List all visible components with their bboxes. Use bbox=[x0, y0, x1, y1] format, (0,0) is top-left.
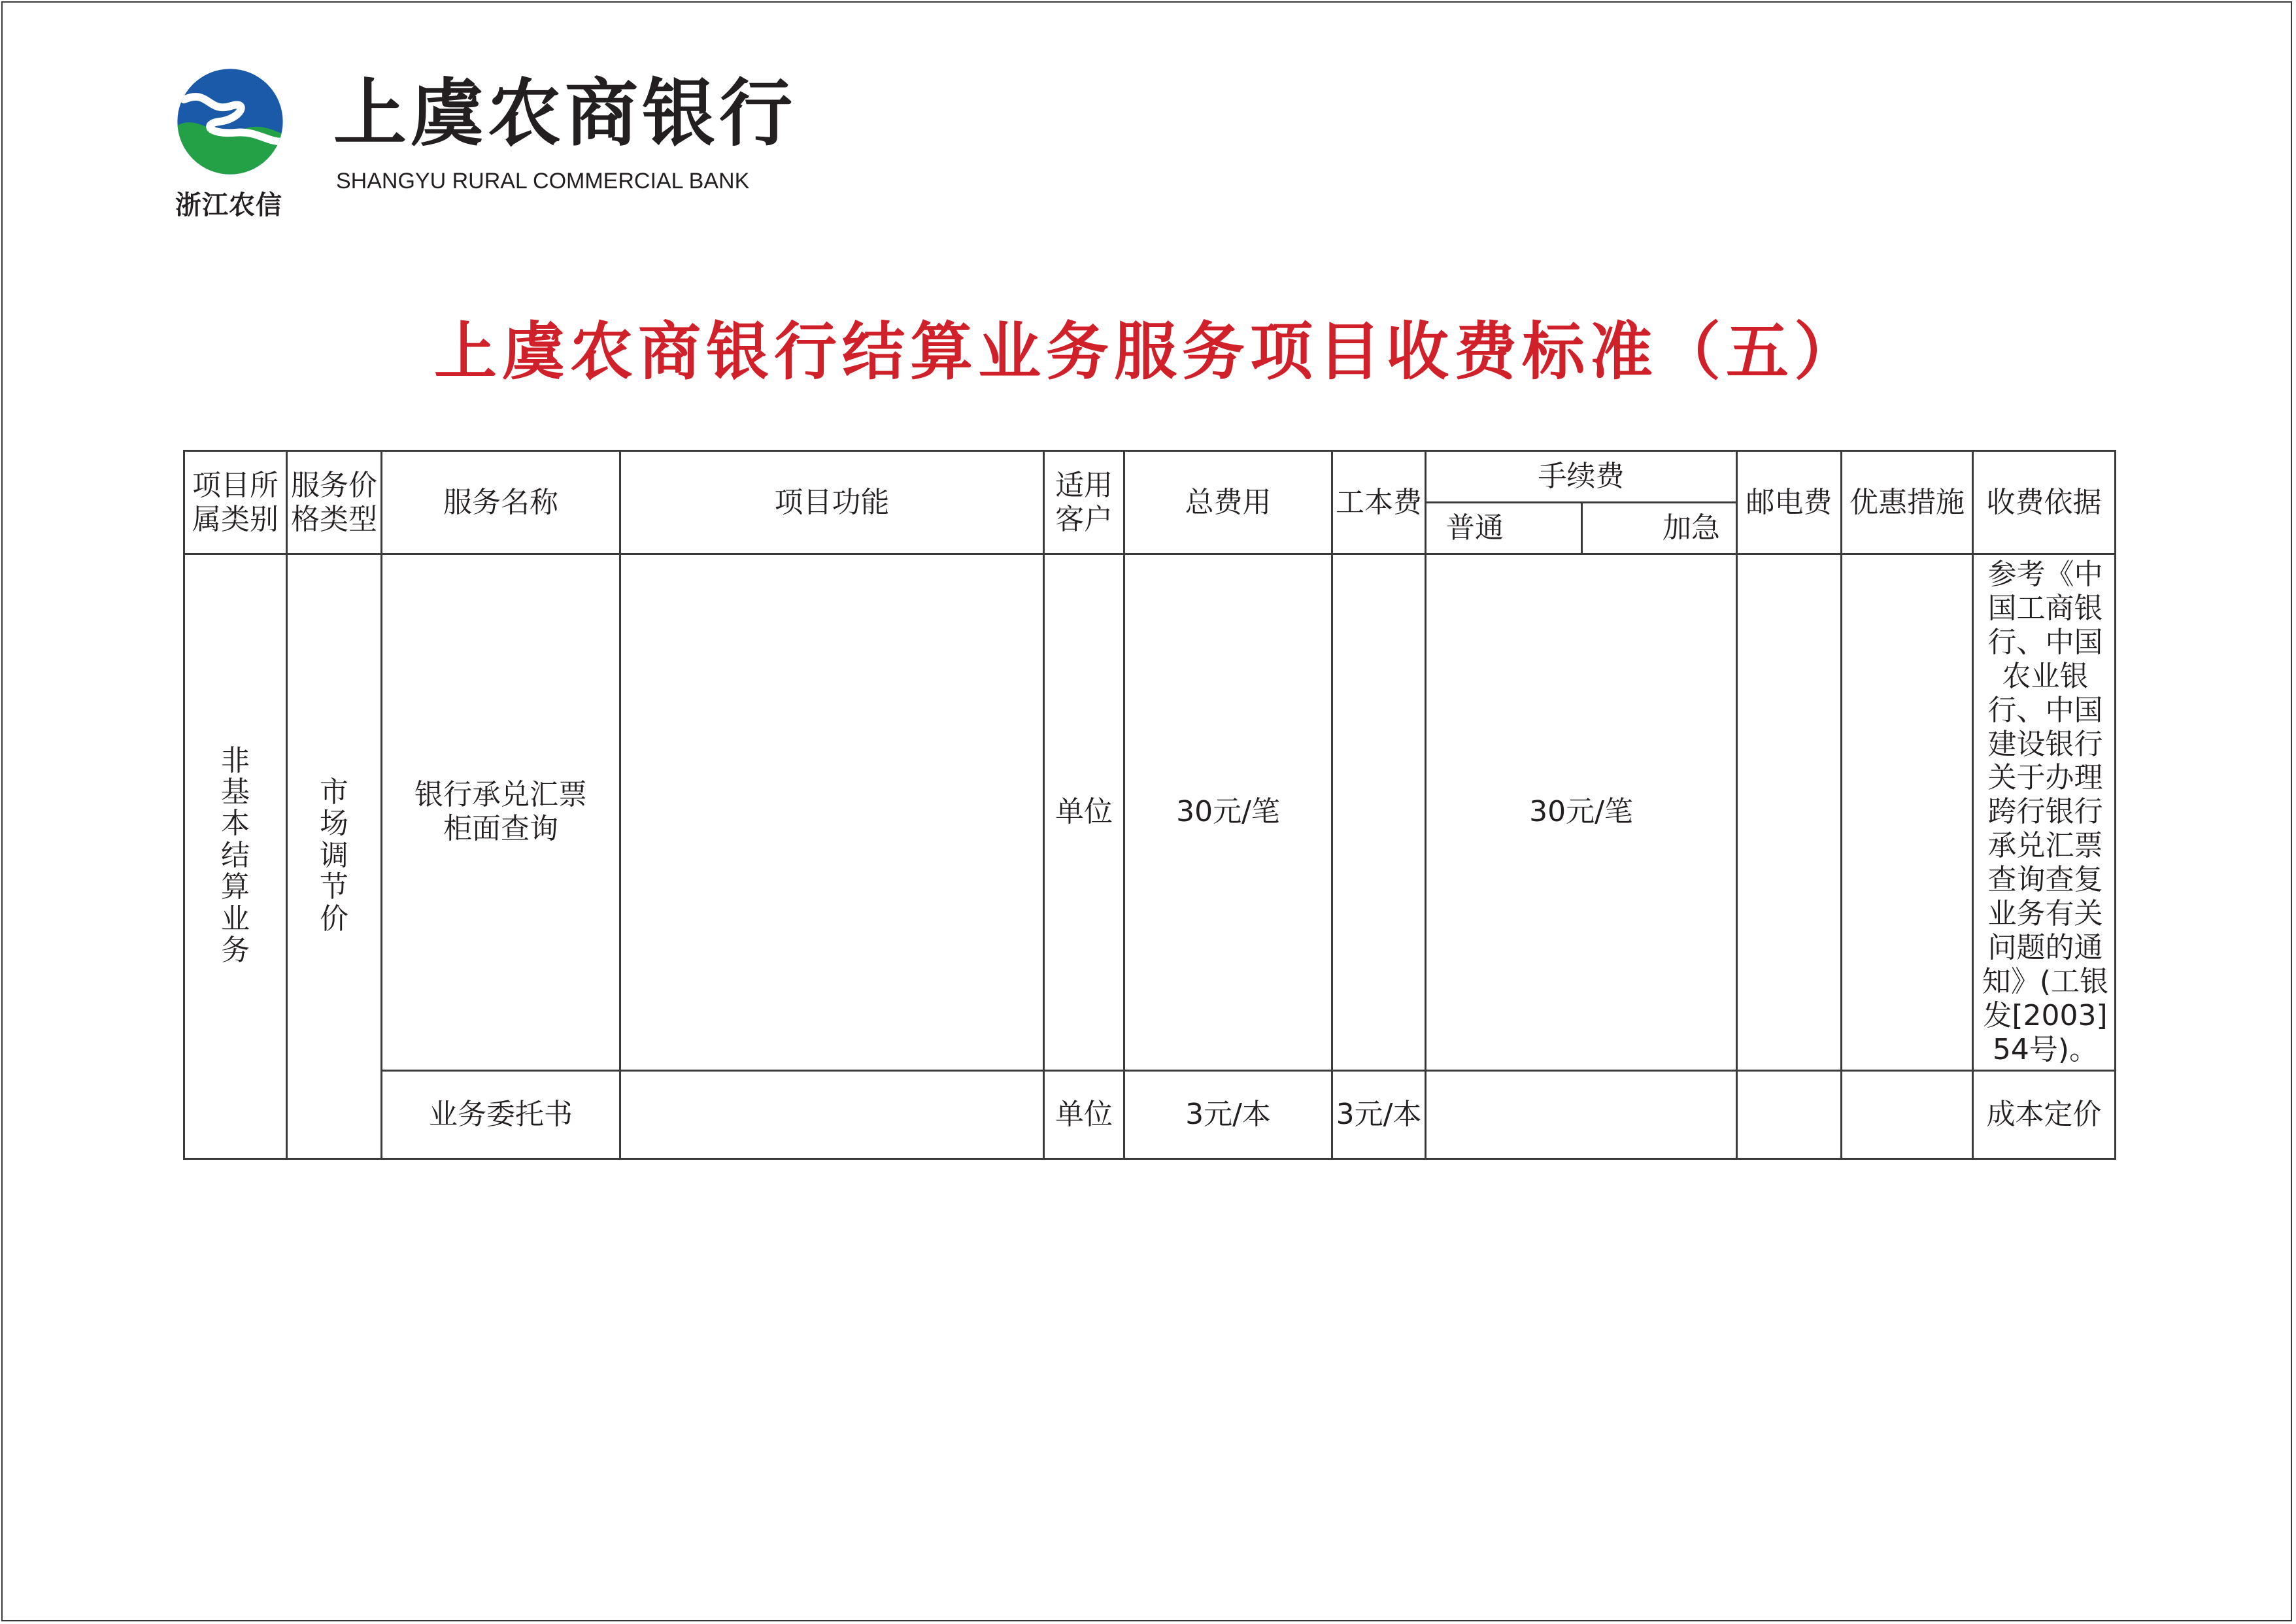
basis-cell: 成本定价 bbox=[1973, 1070, 2116, 1159]
material-cell: 3元/本 bbox=[1332, 1070, 1426, 1159]
header-function: 项目功能 bbox=[620, 451, 1044, 554]
header-total: 总费用 bbox=[1124, 451, 1332, 554]
service-name: 银行承兑汇票柜面查询 bbox=[414, 778, 587, 846]
material-cell bbox=[1332, 554, 1426, 1071]
total-cell: 3元/本 bbox=[1124, 1070, 1332, 1159]
fee-standard-table bbox=[183, 450, 2116, 1160]
customer-cell: 单位 bbox=[1044, 1070, 1124, 1159]
table-row bbox=[184, 554, 2116, 1071]
price-type-cell bbox=[287, 554, 382, 1159]
table-header-row bbox=[184, 451, 2116, 503]
basis-cell: 参考《中国工商银行、中国农业银行、中国建设银行关于办理跨行银行承兑汇票查询查复业务有关问题的通知》(工银发[2003]54号)。 bbox=[1973, 554, 2116, 1071]
page-title: 上虞农商银行结算业务服务项目收费标准（五） bbox=[434, 314, 1862, 388]
header-customer: 适用客户 bbox=[1044, 451, 1124, 554]
discount-cell bbox=[1842, 554, 1973, 1071]
header-material: 工本费 bbox=[1332, 451, 1426, 554]
service-name-cell: 业务委托书 bbox=[382, 1070, 620, 1159]
header-basis: 收费依据 bbox=[1973, 451, 2116, 554]
header-category: 项目所属类别 bbox=[184, 451, 287, 554]
function-cell bbox=[620, 1070, 1044, 1159]
header-price-type: 服务价格类型 bbox=[287, 451, 382, 554]
total-cell: 30元/笔 bbox=[1124, 554, 1332, 1071]
discount-cell bbox=[1842, 1070, 1973, 1159]
customer-cell: 单位 bbox=[1044, 554, 1124, 1071]
category-cell bbox=[184, 554, 287, 1159]
table-row bbox=[184, 1070, 2116, 1159]
zhejiang-rural-credit-logo-icon bbox=[175, 67, 285, 177]
header-handling: 手续费 bbox=[1426, 451, 1737, 503]
header-service-name: 服务名称 bbox=[382, 451, 620, 554]
postage-cell bbox=[1737, 554, 1842, 1071]
logo-caption: 浙江农信 bbox=[175, 190, 282, 220]
service-name-cell bbox=[382, 554, 620, 1071]
bank-name-en: SHANGYU RURAL COMMERCIAL BANK bbox=[336, 169, 750, 194]
header-handling-normal: 普通 bbox=[1426, 503, 1582, 554]
handling-cell bbox=[1426, 1070, 1737, 1159]
bank-name-cn: 上虞农商银行 bbox=[333, 71, 796, 156]
header-discount: 优惠措施 bbox=[1842, 451, 1973, 554]
function-cell bbox=[620, 554, 1044, 1071]
category-value: 非基本结算业务 bbox=[221, 743, 250, 968]
postage-cell bbox=[1737, 1070, 1842, 1159]
price-type-value: 市场调节价 bbox=[320, 775, 348, 936]
handling-cell: 30元/笔 bbox=[1426, 554, 1737, 1071]
header-postage: 邮电费 bbox=[1737, 451, 1842, 554]
header-handling-urgent: 加急 bbox=[1582, 503, 1737, 554]
